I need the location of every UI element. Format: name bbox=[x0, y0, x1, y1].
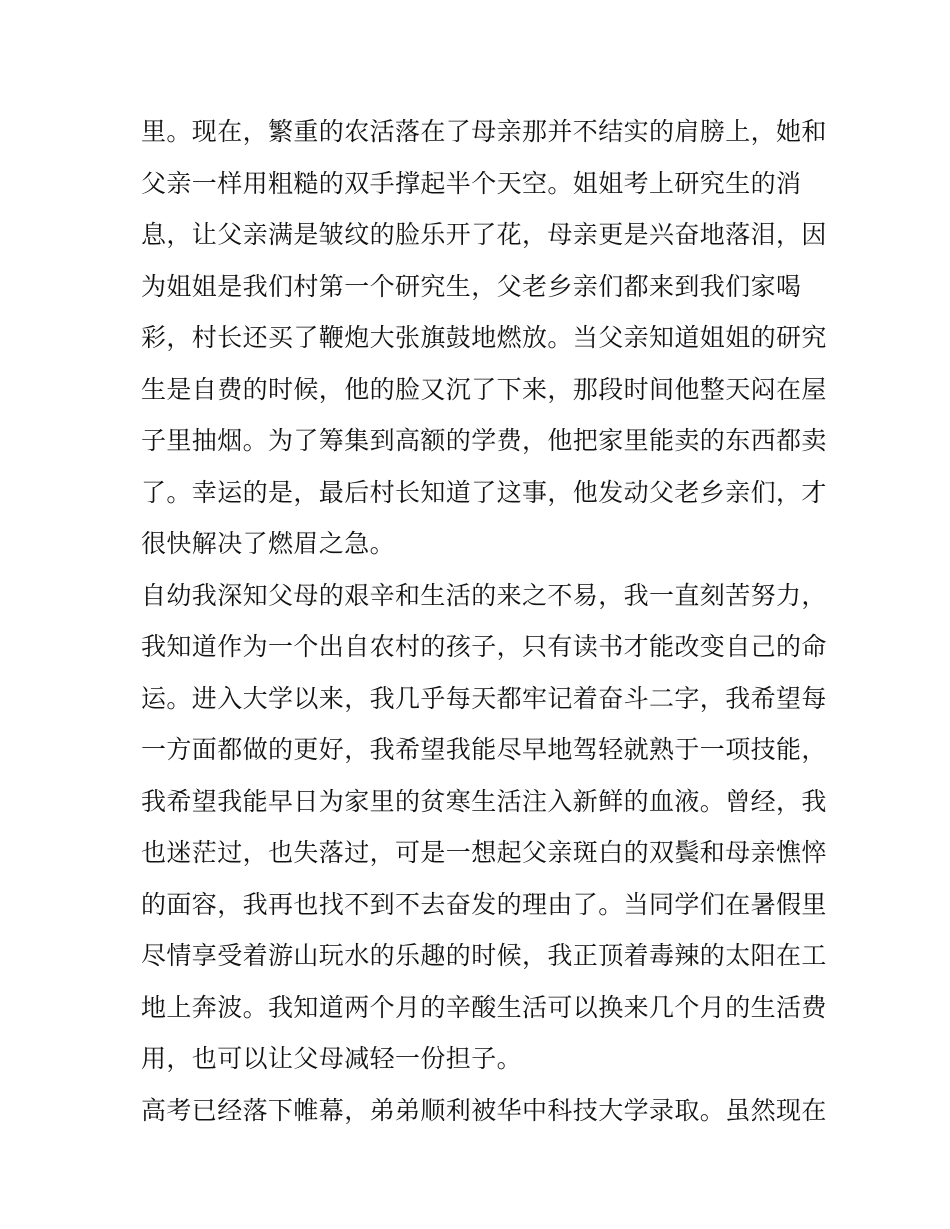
text-line: 高考已经落下帷幕，弟弟顺利被华中科技大学录取。虽然现在 bbox=[141, 1095, 827, 1125]
text-line: 运。进入大学以来，我几乎每天都牢记着奋斗二字，我希望每 bbox=[141, 683, 827, 713]
text-line: 了。幸运的是，最后村长知道了这事，他发动父老乡亲们，才 bbox=[141, 477, 827, 507]
text-line: 用，也可以让父母减轻一份担子。 bbox=[141, 1044, 523, 1073]
text-line: 息，让父亲满是皱纹的脸乐开了花，母亲更是兴奋地落泪，因 bbox=[141, 220, 827, 249]
text-line: 我希望我能早日为家里的贫寒生活注入新鲜的血液。曾经，我 bbox=[141, 786, 827, 816]
text-line: 子里抽烟。为了筹集到高额的学费，他把家里能卖的东西都卖 bbox=[141, 426, 827, 455]
text-line: 里。现在，繁重的农活落在了母亲那并不结实的肩膀上，她和 bbox=[141, 117, 827, 146]
text-line: 彩，村长还买了鞭炮大张旗鼓地燃放。当父亲知道姐姐的研究 bbox=[141, 323, 827, 352]
text-line: 的面容，我再也找不到不去奋发的理由了。当同学们在暑假里 bbox=[141, 889, 827, 919]
text-line: 父亲一样用粗糙的双手撑起半个天空。姐姐考上研究生的消 bbox=[141, 168, 802, 198]
text-line: 我知道作为一个出自农村的孩子，只有读书才能改变自己的命 bbox=[141, 632, 827, 661]
text-line: 也迷茫过，也失落过，可是一想起父亲斑白的双鬓和母亲憔悴 bbox=[141, 838, 827, 867]
text-line: 生是自费的时候，他的脸又沉了下来，那段时间他整天闷在屋 bbox=[141, 374, 827, 404]
text-line: 自幼我深知父母的艰辛和生活的来之不易，我一直刻苦努力， bbox=[141, 580, 827, 610]
text-line: 地上奔波。我知道两个月的辛酸生活可以换来几个月的生活费 bbox=[141, 992, 827, 1022]
text-line: 为姐姐是我们村第一个研究生，父老乡亲们都来到我们家喝 bbox=[141, 271, 802, 301]
text-line: 很快解决了燃眉之急。 bbox=[141, 529, 396, 558]
text-line: 一方面都做的更好，我希望我能尽早地驾轻就熟于一项技能， bbox=[141, 735, 827, 764]
body-text bbox=[141, 106, 827, 1136]
text-line: 尽情享受着游山玩水的乐趣的时候，我正顶着毒辣的太阳在工 bbox=[141, 941, 827, 970]
